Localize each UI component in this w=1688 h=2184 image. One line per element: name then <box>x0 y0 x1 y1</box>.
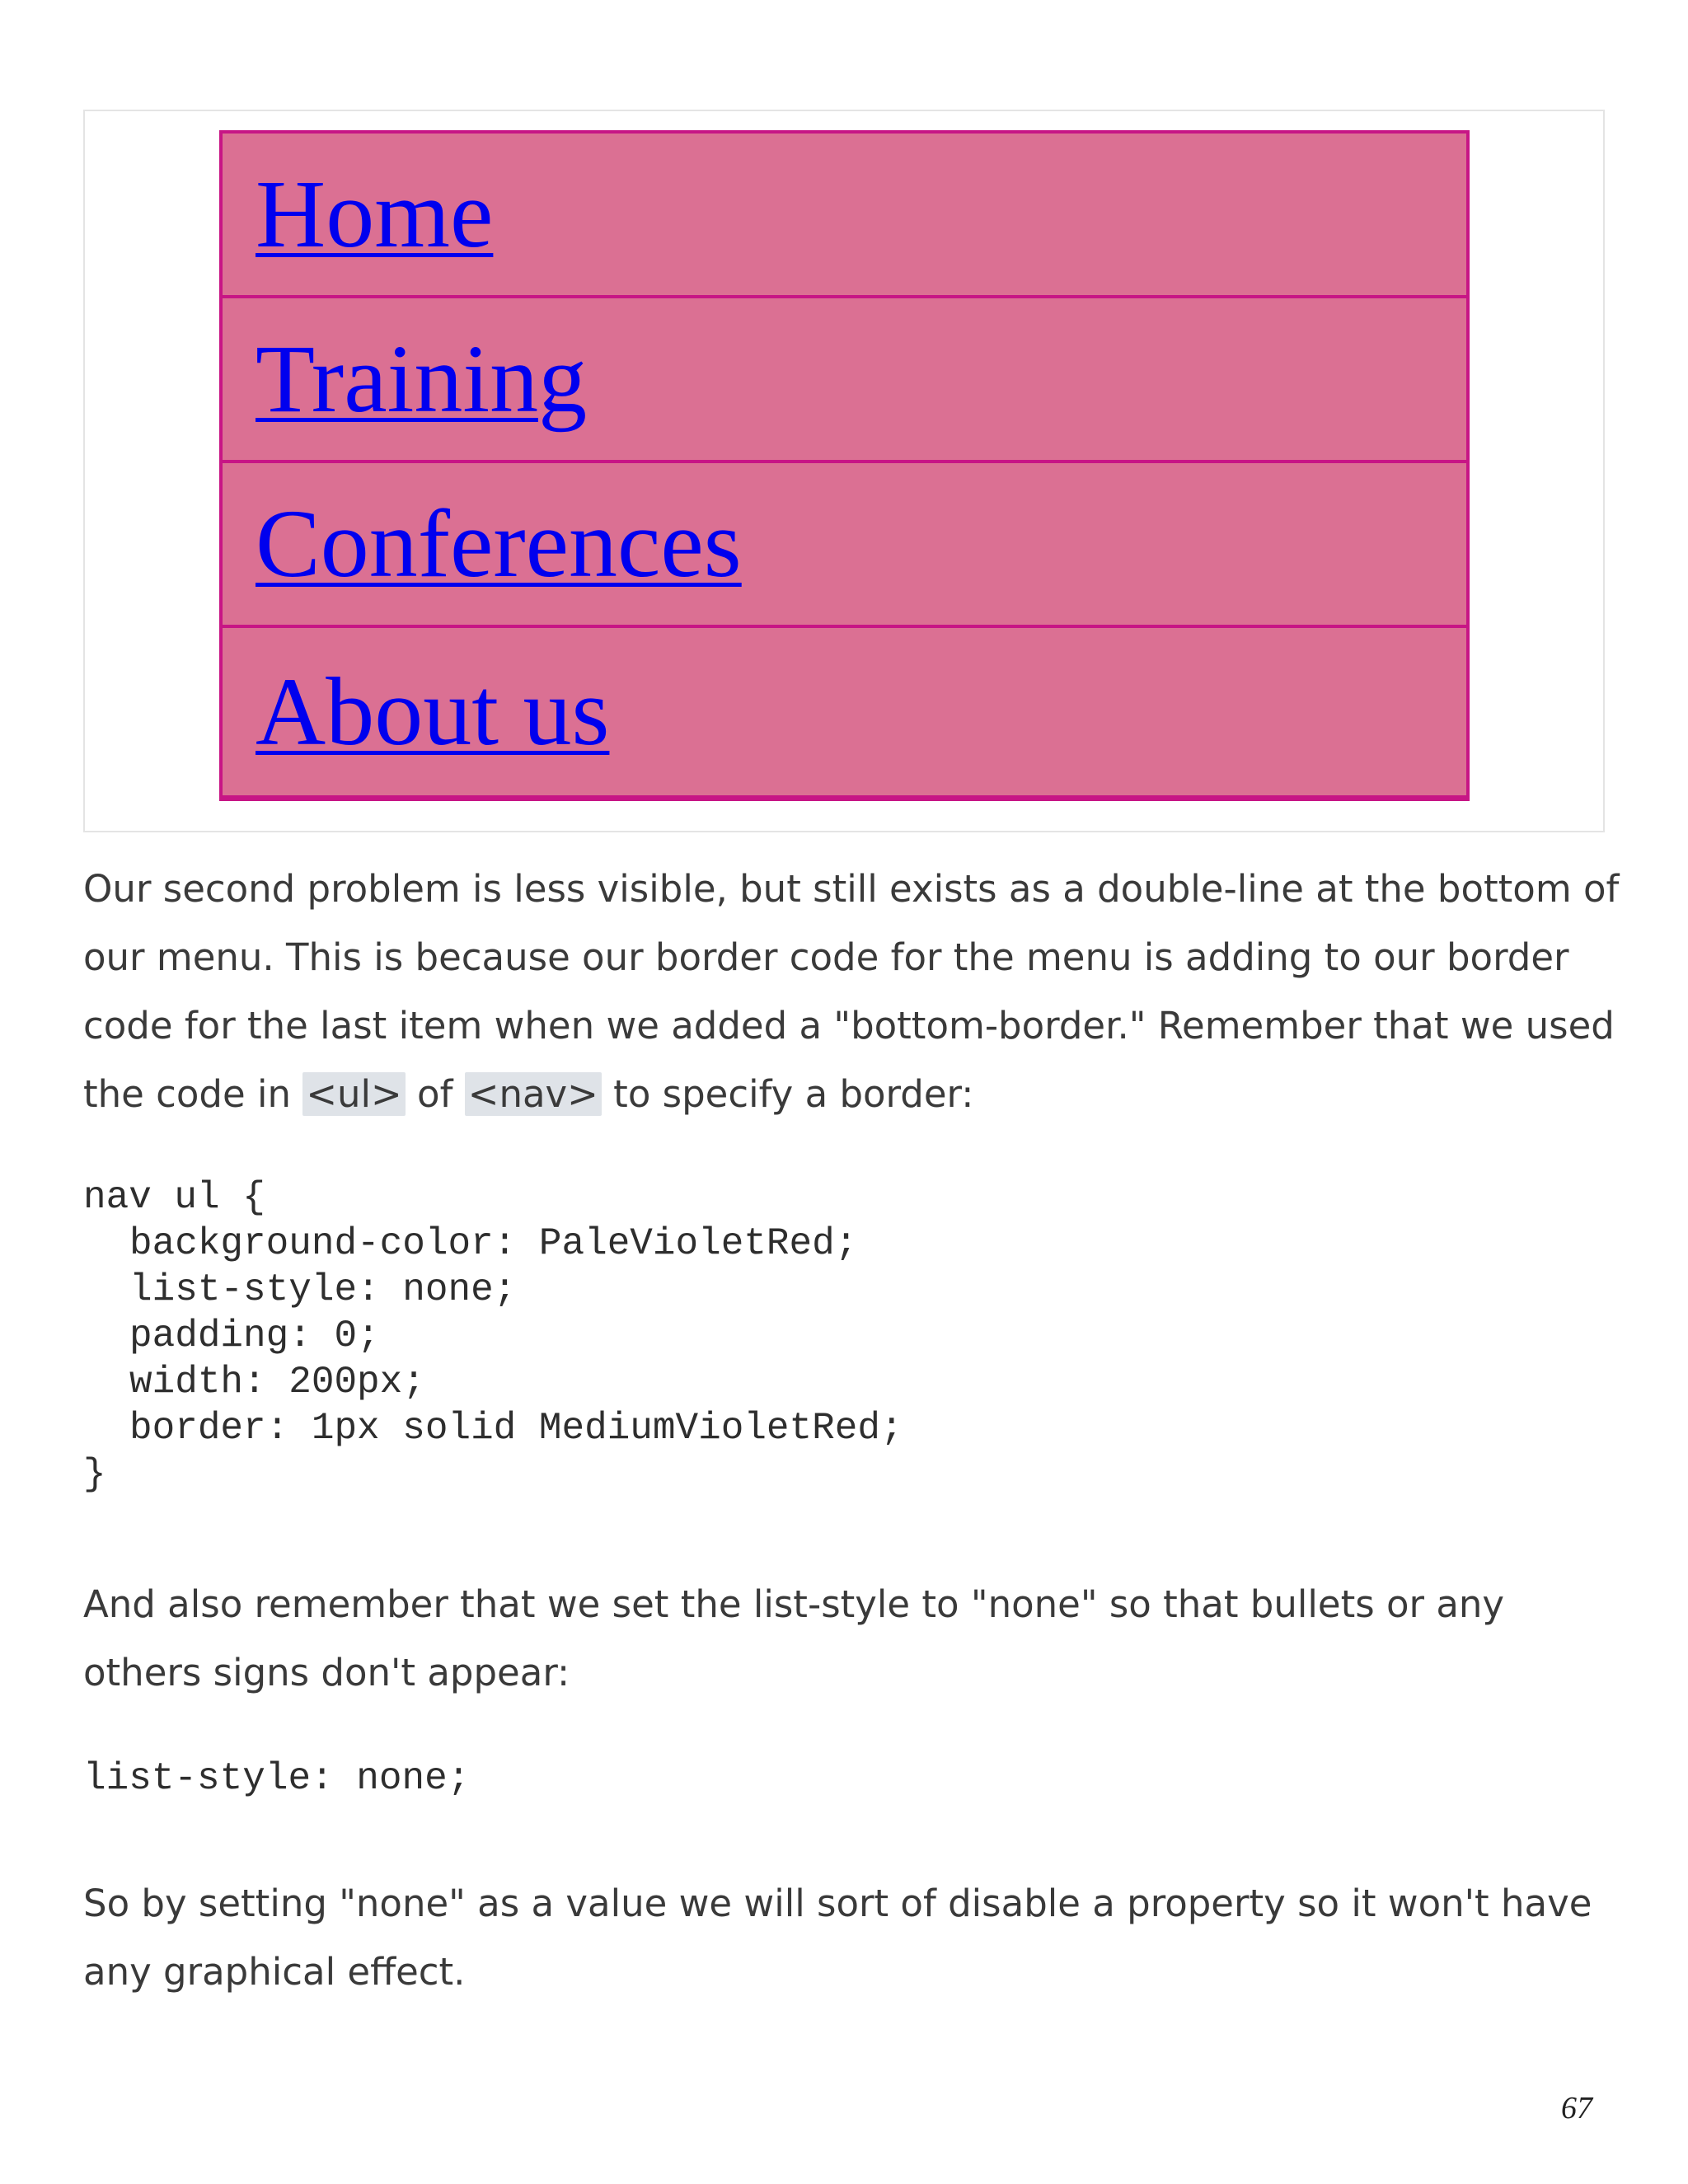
nav-link-training[interactable]: Training <box>256 325 588 433</box>
nav-item-training <box>223 298 1466 463</box>
nav-link-conferences[interactable]: Conferences <box>256 490 742 598</box>
code-block-list-style <box>83 1755 470 1802</box>
nav-link-about-us[interactable]: About us <box>256 657 610 766</box>
code-line: border: 1px solid MediumVioletRed; <box>129 1407 903 1450</box>
page-number: 67 <box>1561 2091 1592 2125</box>
code-line: } <box>83 1453 106 1496</box>
inline-code-nav: <nav> <box>465 1072 602 1116</box>
paragraph1-text-middle: of <box>405 1072 465 1116</box>
code-block-nav-ul <box>83 1174 903 1497</box>
code-line: width: 200px; <box>129 1361 425 1404</box>
paragraph1-text-before: Our second problem is less visible, but still exists as a double-line at the bottom of our menu. This is because our border code for the menu is adding to our border code for the last item when we added a "bottom-border." Remember that we used the code in <box>83 867 1620 1116</box>
nav-item-conferences <box>223 463 1466 628</box>
paragraph1-text-after: to specify a border: <box>601 1072 974 1116</box>
code-line: background-color: PaleVioletRed; <box>129 1222 858 1265</box>
inline-code-ul: <ul> <box>302 1072 405 1116</box>
code-line: padding: 0; <box>129 1315 380 1357</box>
nav-link-home[interactable]: Home <box>256 160 494 268</box>
code-line: list-style: none; <box>129 1268 517 1311</box>
paragraph-list-style: And also remember that we set the list-style to "none" so that bullets or any others signs don't appear: <box>83 1582 1505 1694</box>
code-line: list-style: none; <box>83 1757 471 1800</box>
code-line: nav ul { <box>83 1176 265 1219</box>
nav-item-about-us <box>223 628 1466 795</box>
nav-menu <box>219 130 1470 801</box>
paragraph-border-problem <box>83 855 1625 1128</box>
paragraph-none-value: So by setting "none" as a value we will sort of disable a property so it won't have any graphical effect. <box>83 1882 1592 1994</box>
nav-item-home <box>223 134 1466 298</box>
